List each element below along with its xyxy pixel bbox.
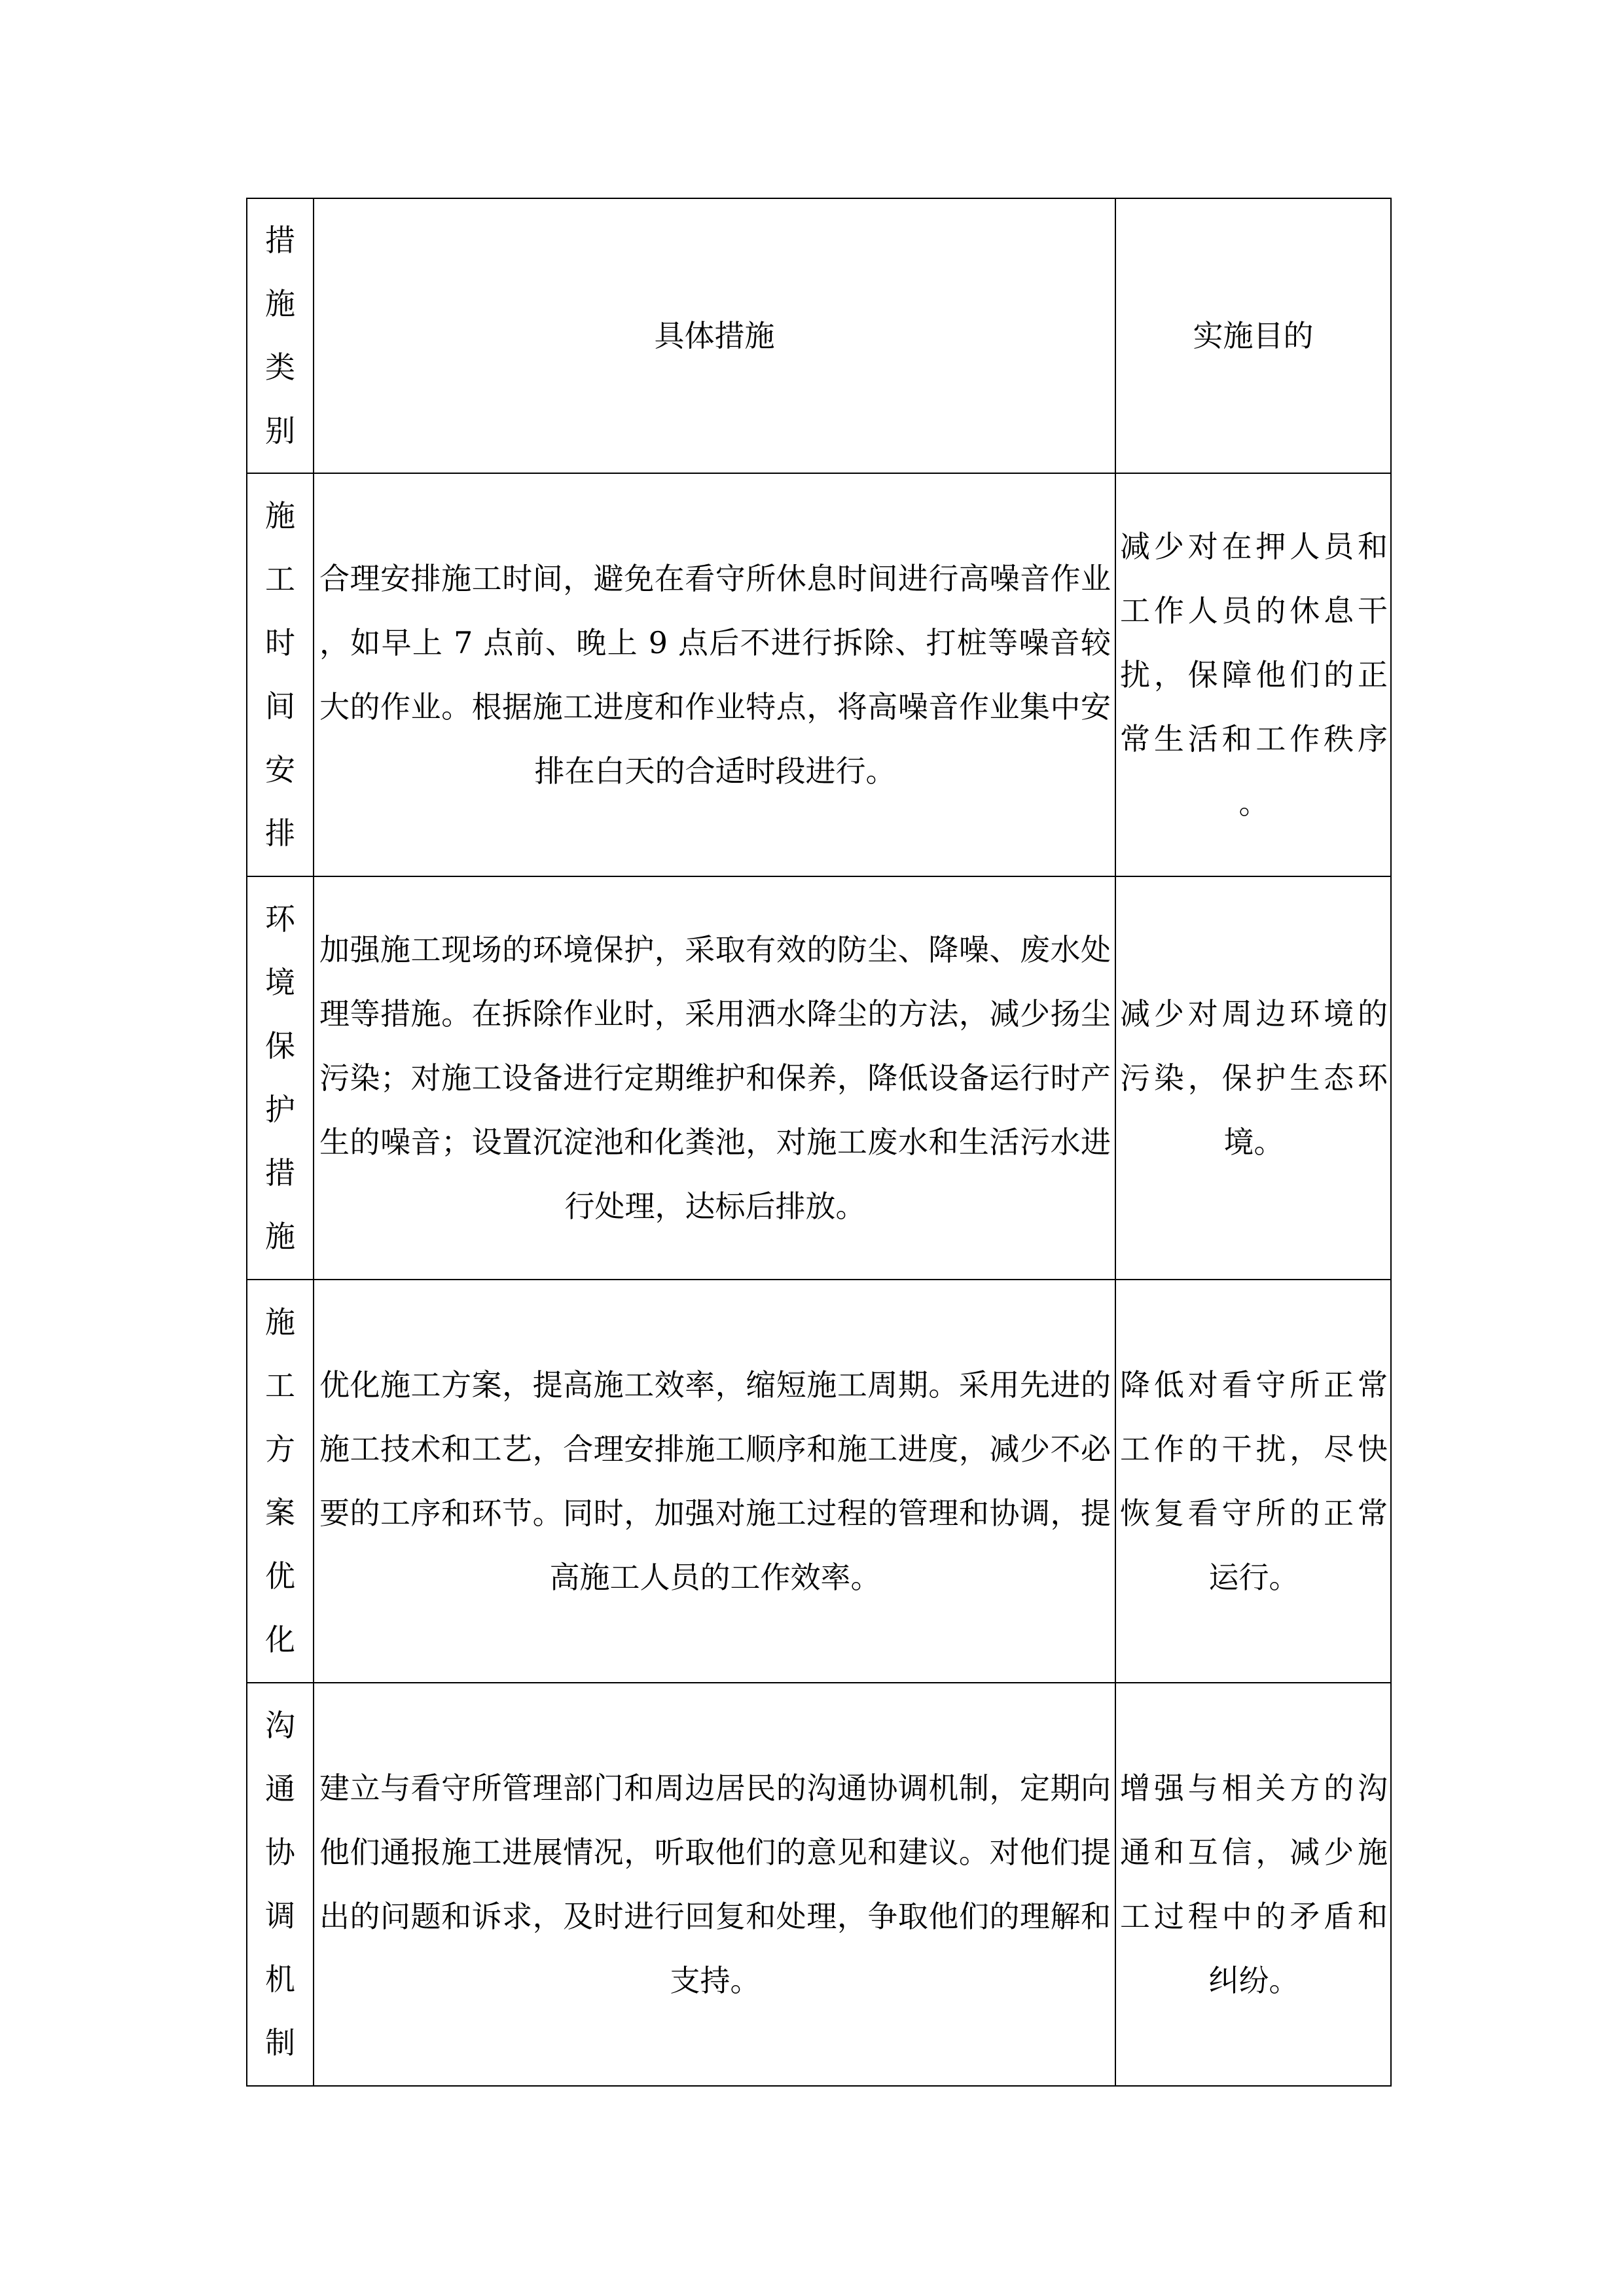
table-row — [247, 473, 1391, 876]
measure-cell — [314, 473, 1115, 876]
row-category: 施工方案优化 — [265, 1304, 295, 1657]
header-measure-cell — [314, 198, 1115, 473]
category-cell — [247, 1683, 314, 2086]
header-measure: 具体措施 — [654, 318, 775, 353]
category-cell — [247, 1280, 314, 1683]
header-purpose-cell — [1115, 198, 1391, 473]
category-cell — [247, 876, 314, 1280]
header-category: 措施类别 — [265, 223, 295, 448]
measure-cell — [314, 1683, 1115, 2086]
row-measure: 优化施工方案，提高施工效率，缩短施工周期。采用先进的施工技术和工艺，合理安排施工顺序和施工进度，减少不必要的工序和环节。同时，加强对施工过程的管理和协调，提高施工人员的工作效率。 — [319, 1367, 1111, 1595]
row-measure: 加强施工现场的环境保护，采取有效的防尘、降噪、废水处理等措施。在拆除作业时，采用洒水降尘的方法，减少扬尘污染；对施工设备进行定期维护和保养，降低设备运行时产生的噪音；设置沉淀池和化粪池，对施工废水和生活污水进行处理，达标后排放。 — [319, 932, 1111, 1224]
purpose-cell — [1115, 876, 1391, 1280]
table-row — [247, 876, 1391, 1280]
table-header-row — [247, 198, 1391, 473]
row-purpose: 增强与相关方的沟通和互信，减少施工过程中的矛盾和纠纷。 — [1120, 1770, 1388, 1998]
table-row — [247, 1280, 1391, 1683]
purpose-cell — [1115, 1280, 1391, 1683]
row-category: 施工时间安排 — [265, 498, 295, 851]
header-category-cell — [247, 198, 314, 473]
measures-table — [246, 198, 1392, 2087]
row-purpose: 减少对在押人员和工作人员的休息干扰，保障他们的正常生活和工作秩序。 — [1120, 529, 1388, 821]
row-purpose: 减少对周边环境的污染，保护生态环境。 — [1120, 996, 1388, 1160]
purpose-cell — [1115, 473, 1391, 876]
row-category: 环境保护措施 — [265, 901, 295, 1254]
purpose-cell — [1115, 1683, 1391, 2086]
header-purpose: 实施目的 — [1193, 318, 1314, 353]
measure-cell — [314, 876, 1115, 1280]
table-row — [247, 1683, 1391, 2086]
row-measure: 合理安排施工时间，避免在看守所休息时间进行高噪音作业，如早上 7 点前、晚上 9 点后不进行拆除、打桩等噪音较大的作业。根据施工进度和作业特点，将高噪音作业集中安排在白天的合适时段进行。 — [319, 561, 1111, 789]
category-cell — [247, 473, 314, 876]
row-purpose: 降低对看守所正常工作的干扰，尽快恢复看守所的正常运行。 — [1120, 1367, 1388, 1595]
measure-cell — [314, 1280, 1115, 1683]
row-measure: 建立与看守所管理部门和周边居民的沟通协调机制，定期向他们通报施工进展情况，听取他们的意见和建议。对他们提出的问题和诉求，及时进行回复和处理，争取他们的理解和支持。 — [319, 1770, 1111, 1998]
row-category: 沟通协调机制 — [265, 1708, 295, 2060]
